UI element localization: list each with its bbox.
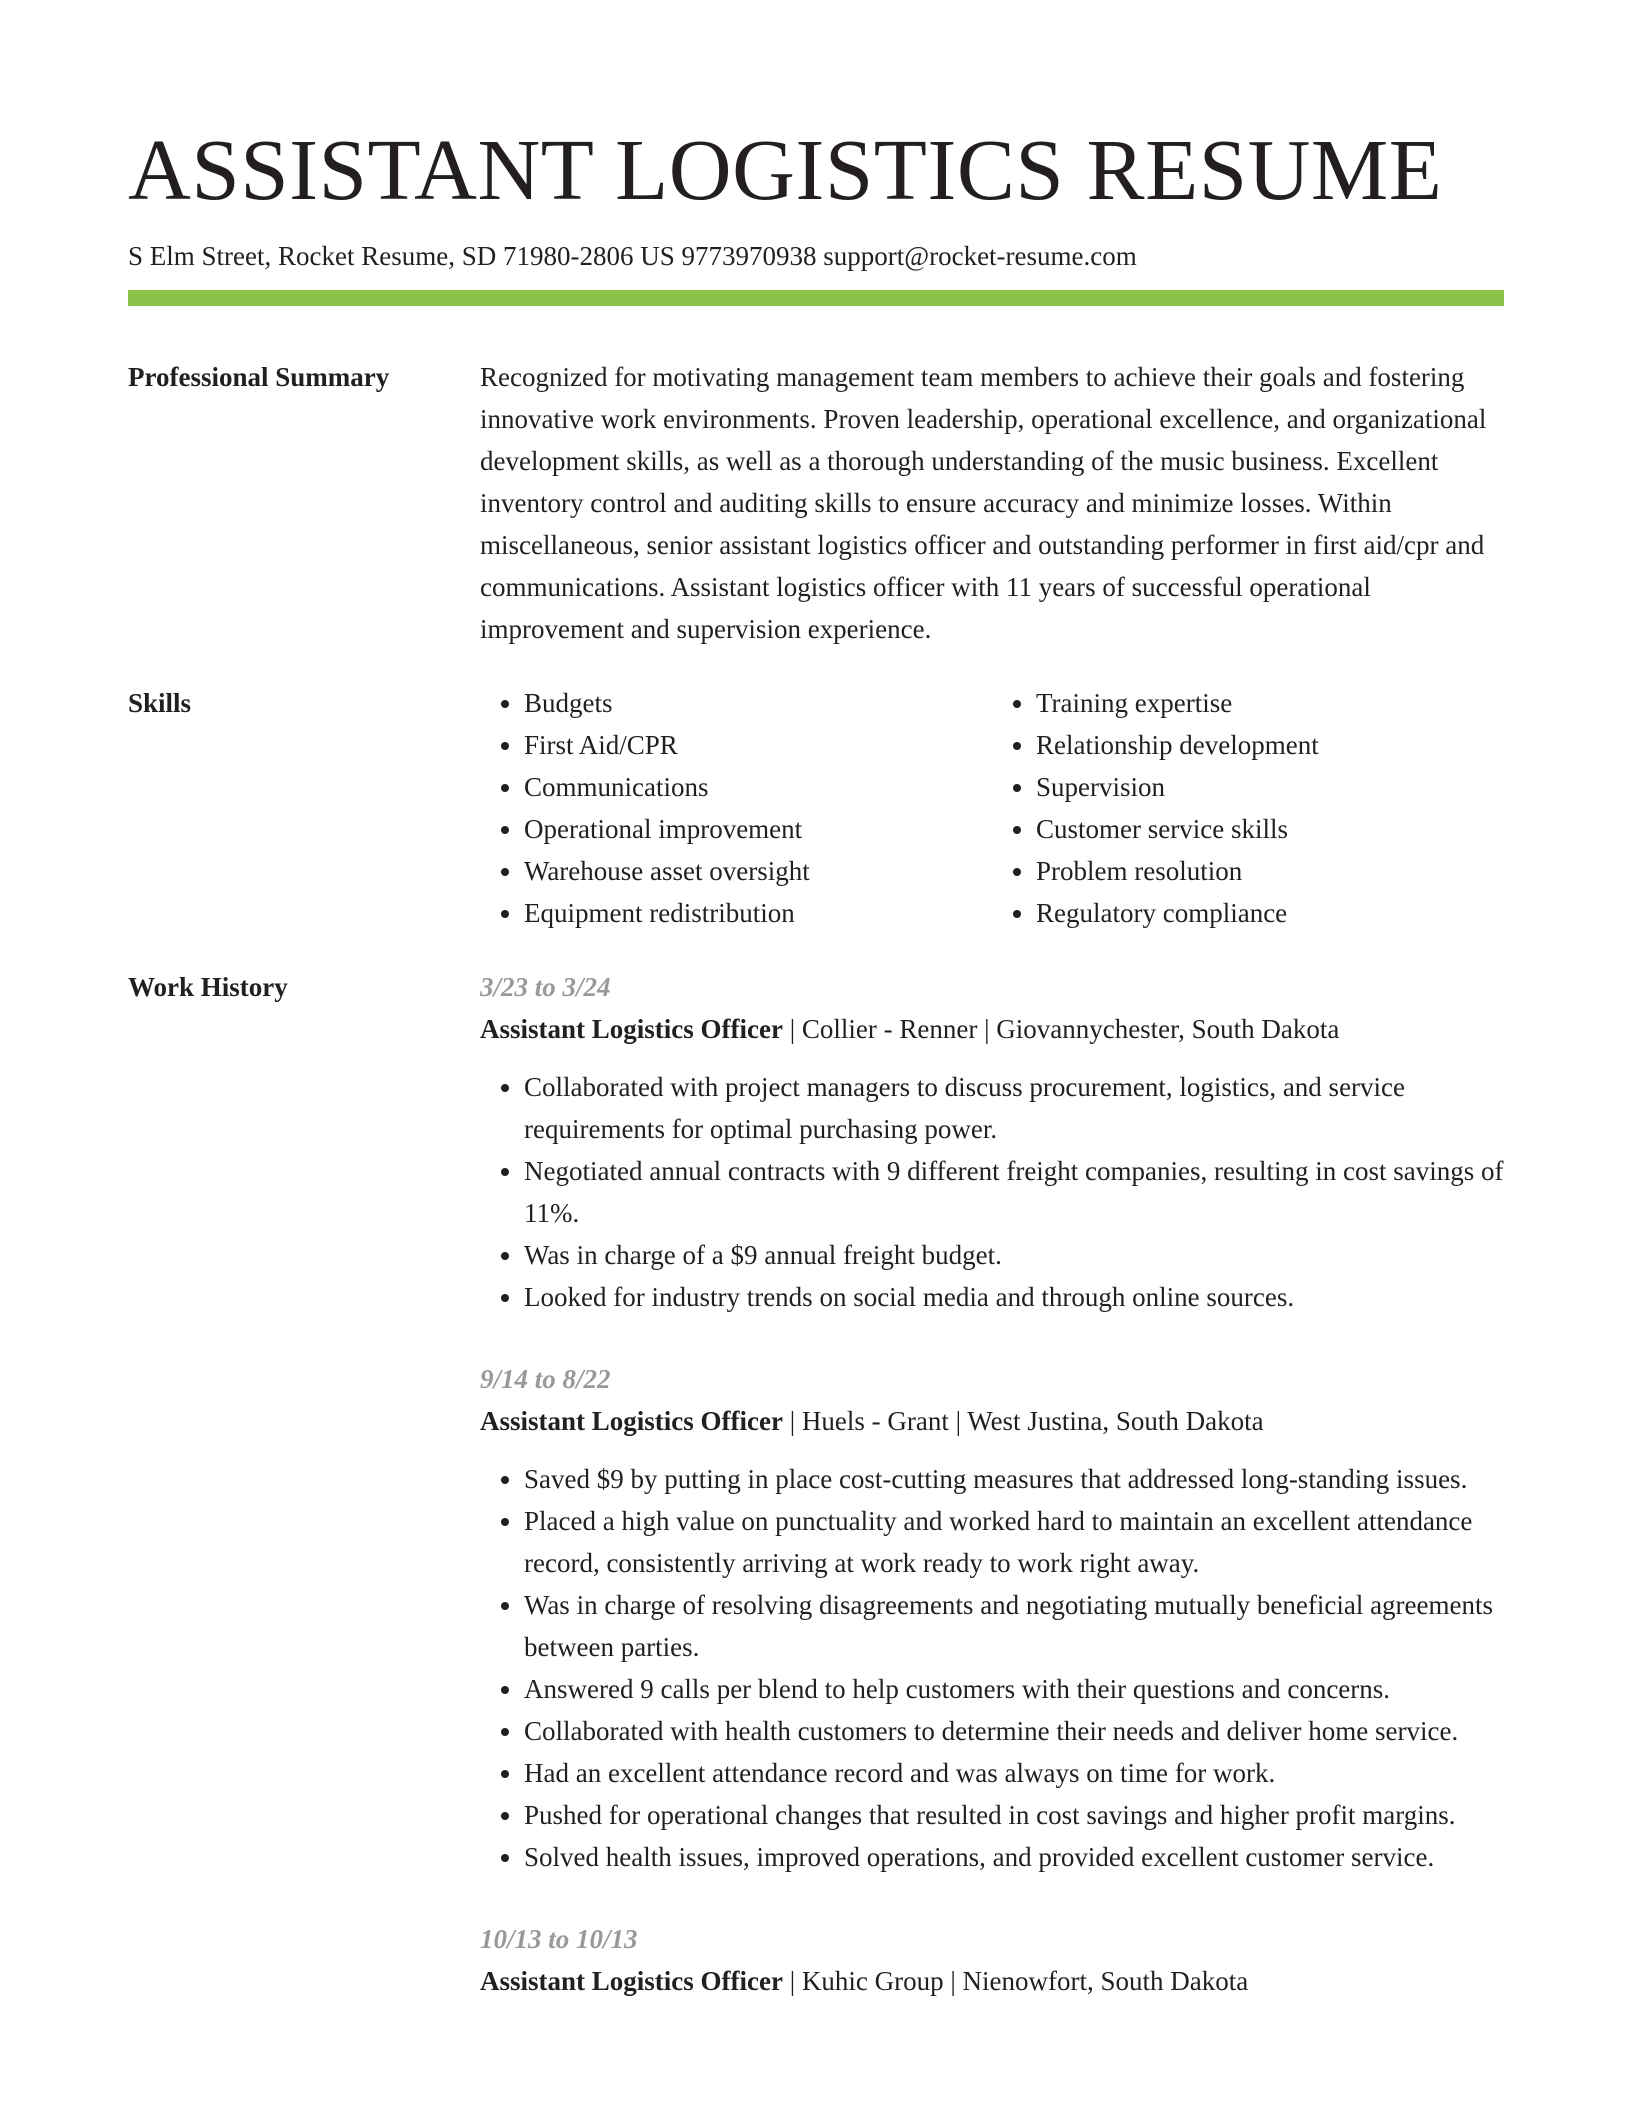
skill-item: • Warehouse asset oversight: [524, 850, 992, 892]
job-heading: [480, 1400, 1504, 1442]
job-bullet: • Was in charge of resolving disagreements and negotiating mutually beneficial agreements between parties.: [524, 1584, 1504, 1668]
job-bullet: • Had an excellent attendance record and was always on time for work.: [524, 1752, 1504, 1794]
job-dates: 3/23 to 3/24: [480, 972, 611, 1002]
skill-item: • Equipment redistribution: [524, 892, 992, 934]
skills-section: [128, 682, 1504, 934]
contact-line: S Elm Street, Rocket Resume, SD 71980-2806 US 9773970938 support@rocket-resume.com: [128, 241, 1137, 271]
job-bullet: • Collaborated with project managers to discuss procurement, logistics, and service requirements for optimal purchasing power.: [524, 1066, 1504, 1150]
resume-title: ASSISTANT LOGISTICS RESUME: [128, 121, 1443, 218]
skill-item: • Operational improvement: [524, 808, 992, 850]
job-entry: [480, 1918, 1504, 2002]
job-bullet: • Collaborated with health customers to determine their needs and deliver home service.: [524, 1710, 1504, 1752]
skill-item: • Customer service skills: [1036, 808, 1504, 850]
job-bullet: • Negotiated annual contracts with 9 different freight companies, resulting in cost savings of 11%.: [524, 1150, 1504, 1234]
professional-summary-section: [128, 356, 1504, 650]
job-details: | Kuhic Group | Nienowfort, South Dakota: [782, 1966, 1249, 1996]
skill-item: • First Aid/CPR: [524, 724, 992, 766]
skill-item: • Budgets: [524, 682, 992, 724]
resume-page: [128, 0, 1504, 2042]
section-label-skills: Skills: [128, 688, 192, 718]
job-heading: [480, 1960, 1504, 2002]
job-bullet: • Looked for industry trends on social media and through online sources.: [524, 1276, 1504, 1318]
skills-grid: [480, 682, 1504, 934]
job-bullet: • Was in charge of a $9 annual freight budget.: [524, 1234, 1504, 1276]
job-bullet-list: [480, 1458, 1504, 1878]
job-bullet: • Placed a high value on punctuality and worked hard to maintain an excellent attendance record, consistently arriving at work ready to work right away.: [524, 1500, 1504, 1584]
job-title: Assistant Logistics Officer: [480, 1966, 783, 1996]
job-title: Assistant Logistics Officer: [480, 1406, 783, 1436]
skill-item: • Training expertise: [1036, 682, 1504, 724]
job-bullet: • Saved $9 by putting in place cost-cutting measures that addressed long-standing issues.: [524, 1458, 1504, 1500]
job-details: | Collier - Renner | Giovannychester, South Dakota: [782, 1014, 1340, 1044]
section-label-work: Work History: [128, 972, 288, 1002]
header-divider: [128, 290, 1504, 306]
skill-item: • Relationship development: [1036, 724, 1504, 766]
job-bullet-list: [480, 1066, 1504, 1318]
skill-item: • Supervision: [1036, 766, 1504, 808]
job-dates: 9/14 to 8/22: [480, 1364, 611, 1394]
skill-item: • Problem resolution: [1036, 850, 1504, 892]
job-bullet: • Pushed for operational changes that resulted in cost savings and higher profit margins.: [524, 1794, 1504, 1836]
job-dates: 10/13 to 10/13: [480, 1924, 638, 1954]
work-history-section: [128, 966, 1504, 2042]
job-bullet: • Solved health issues, improved operations, and provided excellent customer service.: [524, 1836, 1504, 1878]
summary-text: Recognized for motivating management team members to achieve their goals and fostering innovative work environments. Proven leadership, operational excellence, and organizational development skills, as well as a thorough understanding of the music business. Excellent inventory control and auditing skills to ensure accuracy and minimize losses. Within miscellaneous, senior assistant logistics officer and outstanding performer in first aid/cpr and communications. Assistant logistics officer with 11 years of successful operational improvement and supervision experience.: [480, 362, 1487, 644]
job-title: Assistant Logistics Officer: [480, 1014, 783, 1044]
section-label-summary: Professional Summary: [128, 362, 390, 392]
job-entry: [480, 1358, 1504, 1878]
skill-item: • Communications: [524, 766, 992, 808]
job-heading: [480, 1008, 1504, 1050]
job-details: | Huels - Grant | West Justina, South Dakota: [782, 1406, 1264, 1436]
job-entry: [480, 966, 1504, 1318]
job-bullet: • Answered 9 calls per blend to help customers with their questions and concerns.: [524, 1668, 1504, 1710]
skill-item: • Regulatory compliance: [1036, 892, 1504, 934]
skills-list-left: [480, 682, 992, 934]
skills-list-right: [992, 682, 1504, 934]
